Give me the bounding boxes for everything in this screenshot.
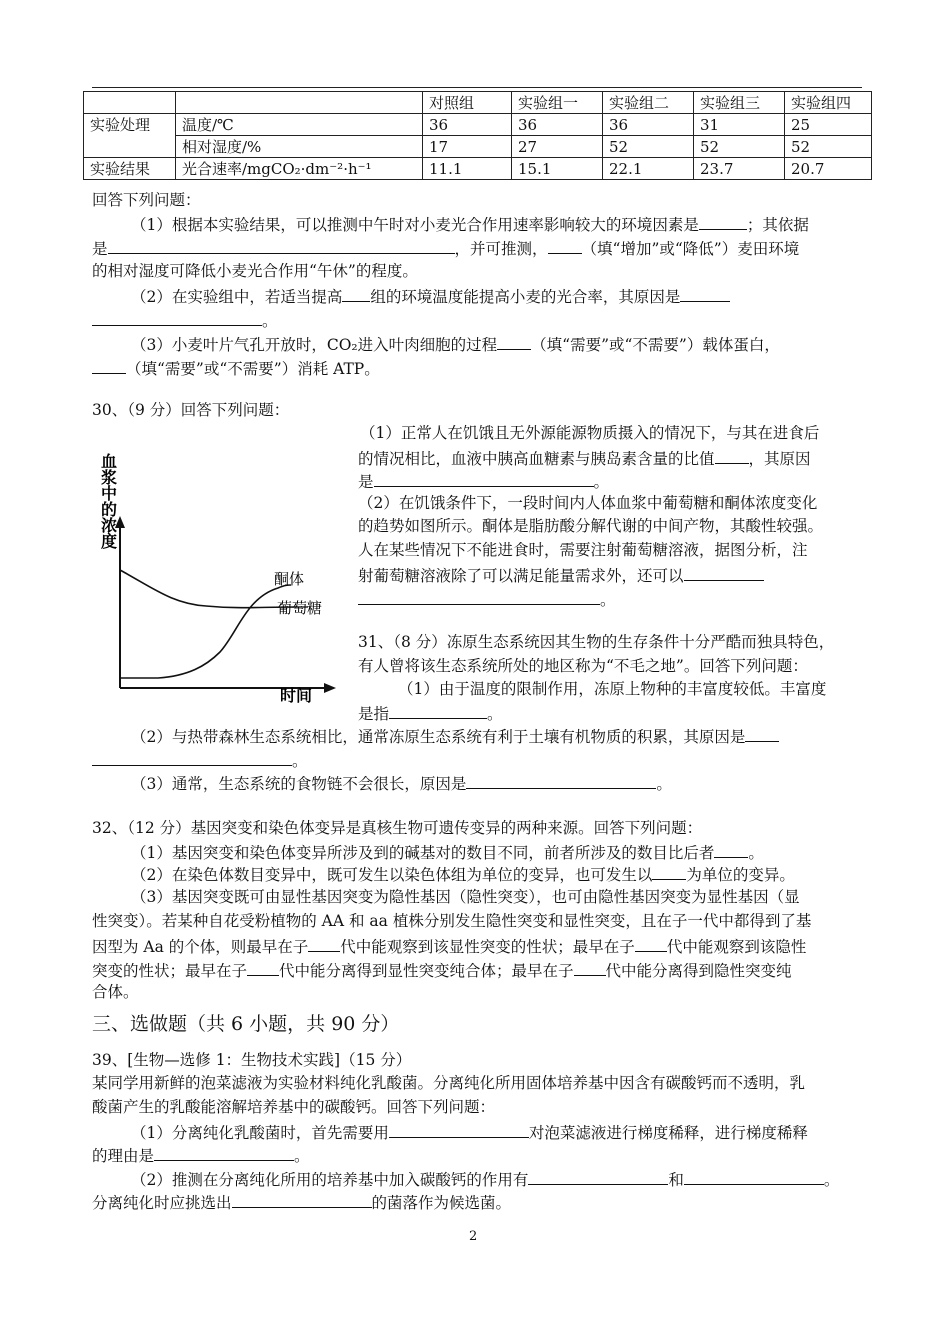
q29-intro: 回答下列问题： (92, 191, 201, 209)
answer-blank (92, 356, 126, 374)
q29-text: ，并可推测， (454, 240, 548, 258)
answer-blank (247, 958, 279, 976)
q30-part1-line3 (358, 469, 609, 493)
answer-blank (389, 701, 487, 719)
answer-blank (680, 284, 730, 302)
table-group-cell: 实验处理 (84, 114, 176, 158)
q32-text: 代中能观察到该显性突变的性状；最早在子 (340, 938, 635, 956)
q31-text: 是指 (358, 705, 390, 723)
answer-blank (684, 563, 764, 581)
q31-part1-line1: （1）由于温度的限制作用，冻原上物种的丰富度较低。丰富度 (398, 680, 827, 698)
answer-blank (528, 1167, 668, 1185)
q39-text: （2）推测在分离纯化所用的培养基中加入碳酸钙的作用有 (131, 1171, 529, 1189)
q29-part3-line1 (131, 332, 780, 356)
table-header-cell: 实验组三 (694, 92, 785, 114)
page-number: 2 (469, 1229, 478, 1244)
q31-text: （2）与热带森林生态系统相比，通常冻原生态系统有利于土壤有机物质的积累，其原因是 (131, 728, 746, 746)
q30-heading: 30、（9 分）回答下列问题： (92, 401, 290, 419)
q30-part2-line4 (358, 563, 764, 587)
q29-text: （2）在实验组中，若适当提高 (131, 288, 343, 306)
q29-part2-line2 (92, 308, 278, 332)
q32-part3-line1: （3）基因突变既可由显性基因突变为隐性基因（隐性突变），也可由隐性基因突变为显性基因（显 (131, 888, 800, 906)
table-cell: 25 (785, 114, 872, 136)
answer-blank (715, 446, 749, 464)
answer-blank (635, 934, 667, 952)
q31-text: 。 (487, 705, 503, 723)
q30-text: 射葡萄糖溶液除了可以满足能量需求外，还可以 (358, 567, 684, 585)
table-cell: 52 (785, 136, 872, 158)
table-header-row (84, 92, 872, 114)
q39-intro-line1: 某同学用新鲜的泡菜滤液为实验材料纯化乳酸菌。分离纯化所用固体培养基中因含有碳酸钙而不透明，乳 (92, 1074, 806, 1092)
q39-text: 的菌落作为候选菌。 (371, 1194, 512, 1212)
table-header-cell (84, 92, 176, 114)
q32-part2 (131, 862, 795, 886)
answer-blank (358, 587, 600, 605)
answer-blank (389, 1120, 529, 1138)
table-cell: 17 (423, 136, 512, 158)
table-cell: 52 (603, 136, 694, 158)
table-header-cell: 实验组二 (603, 92, 694, 114)
answer-blank (466, 771, 656, 789)
q31-part2-line1 (131, 724, 779, 748)
q29-part1-line2 (92, 236, 799, 260)
table-cell: 20.7 (785, 158, 872, 180)
q39-text: 。 (823, 1171, 840, 1189)
q29-text: （填“增加”或“降低”）麦田环境 (581, 240, 800, 258)
table-row (84, 158, 872, 180)
q30-part2-line1: （2）在饥饿条件下，一段时间内人体血浆中葡萄糖和酮体浓度变化 (358, 494, 818, 512)
answer-blank (714, 840, 748, 858)
q32-text: 代中能分离得到隐性突变纯 (605, 962, 792, 980)
table-row (84, 114, 872, 136)
table-header-cell: 实验组四 (785, 92, 872, 114)
q31-part3-line1 (131, 771, 672, 795)
q31-text: 。 (292, 752, 308, 770)
table-cell: 36 (603, 114, 694, 136)
q32-part3-line5: 合体。 (92, 983, 139, 1001)
answer-blank (652, 862, 686, 880)
answer-blank (154, 1143, 294, 1161)
answer-blank (497, 332, 531, 350)
chart-x-label: 时间 (280, 686, 313, 705)
q29-text: （填“需要”或“不需要”）载体蛋白， (531, 336, 780, 354)
q32-text: （1）基因突变和染色体变异所涉及到的碱基对的数目不同，前者所涉及的数目比后者 (131, 844, 715, 862)
q39-text: （1）分离纯化乳酸菌时，首先需要用 (131, 1124, 389, 1142)
q30-part2-line3: 人在某些情况下不能进食时，需要注射葡萄糖溶液，据图分析，注 (358, 541, 808, 559)
q29-text: 组的环境温度能提高小麦的光合率，其原因是 (370, 288, 681, 306)
answer-blank (699, 212, 747, 230)
q32-text: 代中能观察到该隐性 (666, 938, 807, 956)
table-label-cell: 相对湿度/% (176, 136, 423, 158)
q39-part1-line2 (92, 1143, 310, 1167)
answer-blank (92, 748, 292, 766)
concentration-chart (88, 440, 348, 712)
q32-part3-line4 (92, 958, 792, 982)
q30-text: 是 (358, 473, 374, 491)
q29-part3-line2 (92, 356, 380, 380)
q30-text: 。 (600, 591, 616, 609)
answer-blank (342, 284, 370, 302)
q30-part2-line5 (358, 587, 616, 611)
q32-part1 (131, 840, 764, 864)
q30-text: ，其原因 (748, 450, 811, 468)
answer-blank (374, 469, 594, 487)
table-cell: 27 (512, 136, 603, 158)
table-label-cell: 光合速率/mgCO₂·dm⁻²·h⁻¹ (176, 158, 423, 180)
q31-text: （3）通常，生态系统的食物链不会很长，原因是 (131, 775, 467, 793)
q39-text: 对泡菜滤液进行梯度稀释，进行梯度稀释 (528, 1124, 808, 1142)
q39-intro-line2: 酸菌产生的乳酸能溶解培养基中的碳酸钙。回答下列问题： (92, 1098, 496, 1116)
q31-heading-line1: 31、（8 分）冻原生态系统因其生物的生存条件十分严酷而独具特色， (358, 633, 835, 651)
q30-part1-line1: （1）正常人在饥饿且无外源能源物质摄入的情况下，与其在进食后 (360, 424, 820, 442)
q39-heading: 39、[生物—选修 1：生物技术实践]（15 分） (92, 1051, 412, 1069)
table-row (84, 136, 872, 158)
q39-part2-line2 (92, 1190, 511, 1214)
q29-part1-line1 (131, 212, 809, 236)
q29-text: （1）根据本实验结果，可以推测中午时对小麦光合作用速率影响较大的环境因素是 (131, 216, 699, 234)
q32-part3-line2: 性突变）。若某种自花受粉植物的 AA 和 aa 植株分别发生隐性突变和显性突变，且在子一代中都得到了基 (92, 912, 812, 930)
q31-heading-line2: 有人曾将该生态系统所处的地区称为“不毛之地”。回答下列问题： (358, 657, 808, 675)
q30-text: 的情况相比，血液中胰高血糖素与胰岛素含量的比值 (358, 450, 715, 468)
q32-text: 代中能分离得到显性突变纯合体；最早在子 (279, 962, 574, 980)
q39-text: 分离纯化时应挑选出 (92, 1194, 232, 1212)
answer-blank (232, 1190, 372, 1208)
q32-text: 因型为 Aa 的个体，则最早在子 (92, 938, 309, 956)
table-cell: 15.1 (512, 158, 603, 180)
q32-text: 为单位的变异。 (686, 866, 795, 884)
answer-blank (108, 236, 455, 254)
chart-x-axis-arrow (324, 683, 336, 693)
table-header-cell: 对照组 (423, 92, 512, 114)
glucose-curve (120, 570, 298, 608)
q32-text: 突变的性状；最早在子 (92, 962, 248, 980)
answer-blank (92, 308, 262, 326)
q39-text: 和 (668, 1171, 684, 1189)
table-group-cell: 实验结果 (84, 158, 176, 180)
q29-text: （填“需要”或“不需要”）消耗 ATP。 (126, 360, 380, 378)
q32-heading: 32、（12 分）基因突变和染色体变异是真核生物可遗传变异的两种来源。回答下列问题： (92, 819, 703, 837)
header-rule (92, 87, 862, 88)
chart-legend-ketone: 酮体 (274, 570, 305, 588)
q29-part1-line3: 的相对湿度可降低小麦光合作用“午休”的程度。 (92, 262, 418, 280)
q32-text: （2）在染色体数目变异中，既可发生以染色体组为单位的变异，也可发生以 (131, 866, 653, 884)
q39-part1-line1 (131, 1120, 808, 1144)
table-cell: 22.1 (603, 158, 694, 180)
table-cell: 23.7 (694, 158, 785, 180)
experiment-table (83, 91, 872, 180)
answer-blank (574, 958, 606, 976)
q29-text: （3）小麦叶片气孔开放时，CO₂进入叶肉细胞的过程 (131, 336, 498, 354)
q31-part1-line2 (358, 701, 503, 725)
q30-part2-line2: 的趋势如图所示。酮体是脂肪酸分解代谢的中间产物，其酸性较强。 (358, 517, 824, 535)
q29-text: 。 (262, 312, 278, 330)
q31-text: 。 (656, 775, 672, 793)
table-cell: 36 (423, 114, 512, 136)
table-header-cell: 实验组一 (512, 92, 603, 114)
q32-part3-line3 (92, 934, 806, 958)
chart-y-label: 血浆中的浓度 (98, 453, 118, 549)
table-cell: 52 (694, 136, 785, 158)
q39-text: 的理由是 (92, 1147, 155, 1165)
q29-text: ；其依据 (746, 216, 809, 234)
answer-blank (745, 724, 779, 742)
answer-blank (548, 236, 582, 254)
table-cell: 31 (694, 114, 785, 136)
table-cell: 36 (512, 114, 603, 136)
q29-text: 是 (92, 240, 108, 258)
section-title: 三、选做题（共 6 小题，共 90 分） (92, 1013, 400, 1035)
answer-blank (684, 1167, 824, 1185)
q30-part1-line2 (358, 446, 811, 470)
ketone-curve (120, 585, 291, 678)
q31-part2-line2 (92, 748, 308, 772)
q39-part2-line1 (131, 1167, 839, 1191)
q29-part2-line1 (131, 284, 730, 308)
table-cell: 11.1 (423, 158, 512, 180)
q39-text: 。 (294, 1147, 310, 1165)
q32-text: 。 (748, 844, 764, 862)
chart-legend-glucose: 葡萄糖 (277, 599, 323, 617)
table-label-cell: 温度/℃ (176, 114, 423, 136)
q30-text: 。 (593, 473, 610, 491)
answer-blank (308, 934, 340, 952)
table-header-cell (176, 92, 423, 114)
